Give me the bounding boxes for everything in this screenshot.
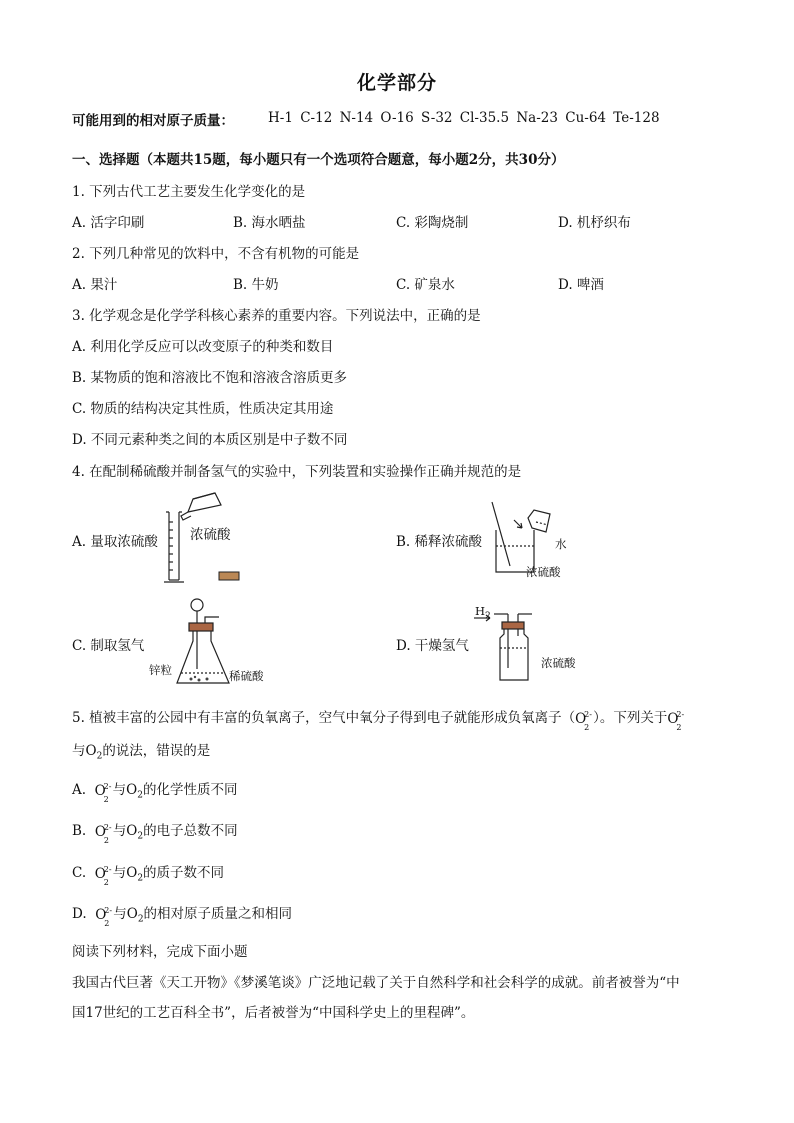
q2-option-b[interactable]: B. 牛奶 <box>233 277 279 293</box>
reading-paragraph-line1: 我国古代巨著《天工开物》《梦溪笔谈》广泛地记载了关于自然科学和社会科学的成就。前者被誉为“中 <box>72 975 680 991</box>
q3-option-d[interactable]: D. 不同元素种类之间的本质区别是中子数不同 <box>72 432 348 448</box>
superoxide-ion: O 2- 2 <box>575 710 592 732</box>
q3-option-a[interactable]: A. 利用化学反应可以改变原子的种类和数目 <box>72 339 334 355</box>
q2-stem: 2. 下列几种常见的饮料中，不含有机物的可能是 <box>72 246 360 262</box>
q3-option-b[interactable]: B. 某物质的饱和溶液比不饱和溶液含溶质更多 <box>72 370 348 386</box>
figure-c-dilute-acid-label: 稀硫酸 <box>229 669 264 683</box>
q5-option-c[interactable]: C. O 2- 2 与$O_2$的质子数不同 <box>72 865 225 887</box>
q4-option-a[interactable]: A. 量取浓硫酸 <box>72 534 158 550</box>
superoxide-ion: O 2- 2 <box>94 823 112 845</box>
figure-c-zinc-label: 锌粒 <box>149 663 172 677</box>
q2-option-d[interactable]: D. 啤酒 <box>558 277 604 293</box>
q2-option-a[interactable]: A. 果汁 <box>72 277 118 293</box>
q3-stem: 3. 化学观念是化学学科核心素养的重要内容。下列说法中，正确的是 <box>72 308 481 324</box>
q5-option-b[interactable]: B. O 2- 2 与$O_2$的电子总数不同 <box>72 823 238 845</box>
atomic-mass-label: 可能用到的相对原子质量： <box>72 113 234 129</box>
section-heading: 一、选择题（本题共15题，每小题只有一个选项符合题意，每小题2分，共30分） <box>72 152 565 168</box>
q2-option-c[interactable]: C. 矿泉水 <box>396 277 455 293</box>
q4-option-b[interactable]: B. 稀释浓硫酸 <box>396 534 483 550</box>
superoxide-ion: O 2- 2 <box>94 782 112 804</box>
q4-option-c[interactable]: C. 制取氢气 <box>72 638 145 654</box>
superoxide-ion: O 2- 2 <box>94 865 112 887</box>
q1-option-b[interactable]: B. 海水晒盐 <box>233 215 306 231</box>
q4-stem: 4. 在配制稀硫酸并制备氢气的实验中，下列装置和实验操作正确并规范的是 <box>72 464 522 480</box>
reading-paragraph-line2: 国17世纪的工艺百科全书”，后者被誉为“中国科学史上的里程碑”。 <box>72 1005 475 1021</box>
q4-option-d[interactable]: D. 干燥氢气 <box>396 638 469 654</box>
atomic-mass-values: H-1 C-12 N-14 O-16 S-32 Cl-35.5 Na-23 Cu-64 Te-128 <box>268 110 660 126</box>
q5-stem-line2: 与$O_2$的说法，错误的是 <box>72 743 211 762</box>
page-title: 化学部分 <box>356 72 437 94</box>
q1-option-d[interactable]: D. 机杼织布 <box>558 215 631 231</box>
q3-option-c[interactable]: C. 物质的结构决定其性质，性质决定其用途 <box>72 401 334 417</box>
reading-intro: 阅读下列材料，完成下面小题 <box>72 944 248 960</box>
q5-option-d[interactable]: D. O 2- 2 与$O_2$的相对原子质量之和相同 <box>72 906 293 928</box>
figure-d-acid-label: 浓硫酸 <box>541 656 576 670</box>
q5-option-a[interactable]: A. O 2- 2 与$O_2$的化学性质不同 <box>72 782 238 804</box>
superoxide-ion: O 2- 2 <box>95 906 113 928</box>
q1-option-a[interactable]: A. 活字印刷 <box>72 215 145 231</box>
figure-d-h2-label: $H_2$ <box>475 604 491 622</box>
figure-a-acid-label: 浓硫酸 <box>190 527 231 543</box>
figure-b-water-label: 水 <box>555 537 567 551</box>
superoxide-ion: O 2- 2 <box>667 710 685 732</box>
q1-option-c[interactable]: C. 彩陶烧制 <box>396 215 469 231</box>
figure-b-acid-label: 浓硫酸 <box>526 565 561 579</box>
q1-stem: 1. 下列古代工艺主要发生化学变化的是 <box>72 184 306 200</box>
q5-stem-line1: 5. 植被丰富的公园中有丰富的负氧离子，空气中氧分子得到电子就能形成负氧离子（ O 2- 2 ）。下列关于 O 2- 2 <box>72 710 685 732</box>
